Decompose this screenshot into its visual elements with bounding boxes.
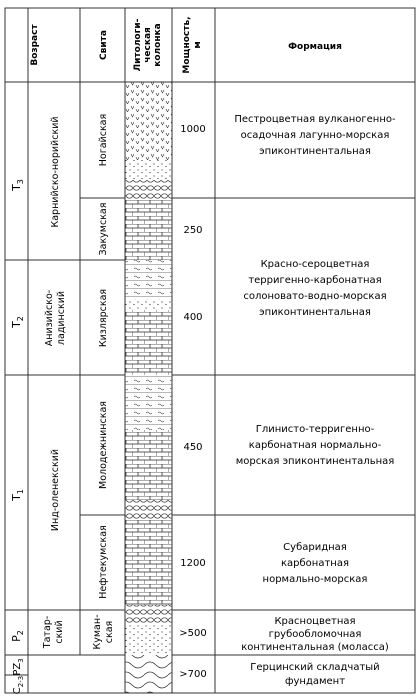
thickness-value: 250 (183, 225, 203, 236)
stage-anisian-ladinian-1: Анизийско- (44, 289, 55, 347)
table-grid (5, 8, 415, 693)
stage-carnian-norian: Карнийско-норийский (50, 116, 61, 228)
thickness-value: 1000 (180, 124, 206, 135)
suite-kuman-1: Куман- (92, 614, 103, 650)
formation-text: Глинисто-терригенно-карбонатная нормально-морская эпиконтинентальная (235, 424, 395, 467)
stage-anisian-ladinian-2: ладинский (56, 290, 67, 346)
header-age: Возраст (30, 24, 40, 66)
header-suite: Свита (99, 30, 109, 60)
suite-kizlyar: Кизлярская (98, 288, 109, 348)
suite-neftekum: Нефтекумская (98, 525, 109, 599)
formation-text: Пестроцветная вулканогенно-осадочная лагунно-морская эпиконтинентальная (234, 114, 396, 157)
header-thickness-2: м (193, 41, 203, 49)
suite-zakum: Закумская (98, 202, 109, 256)
thickness-value: >700 (179, 669, 207, 680)
system-column (10, 179, 25, 694)
system-pz3: $PZ_3$ (12, 658, 25, 676)
stage-induan-olenekian: Инд-оленекский (50, 448, 61, 532)
system-p2: $P_2$ (10, 630, 25, 642)
formation-text: Герцинский складчатый фундамент (250, 662, 380, 687)
header-formation: Формация (288, 42, 342, 52)
suite-nogai: Ногайская (98, 113, 109, 167)
thickness-value: >500 (179, 628, 207, 639)
system-t3: $T_3$ (10, 179, 25, 191)
thickness-value: 1200 (180, 558, 206, 569)
header-litho-1: Литологи- (133, 18, 143, 72)
litho-column (125, 82, 172, 693)
stage-column (42, 116, 67, 649)
stage-tatarian-1: Татар- (42, 615, 53, 649)
stage-tatarian-2: ский (54, 620, 65, 644)
suite-kuman-2: ская (104, 620, 115, 644)
formation-text: Красноцветная грубообломочная континентальная (моласса) (241, 616, 389, 653)
thickness-value: 450 (183, 442, 203, 453)
header-litho-3: колонка (153, 23, 163, 67)
system-t1: $T_1$ (10, 489, 25, 501)
formation-column (234, 114, 396, 687)
thickness-column (179, 124, 206, 680)
suite-column (92, 114, 115, 650)
header-litho-2: ческая (143, 27, 153, 63)
formation-text: Красно-сероцветная терригенно-карбонатная солоновато-водно-морская эпиконтинентальная (243, 259, 387, 318)
system-t2: $T_2$ (10, 316, 25, 328)
table-header (30, 16, 342, 73)
suite-molodezhnin: Молодежнинская (98, 401, 109, 489)
header-thickness-1: Мощность, (182, 16, 192, 74)
formation-text: Субаридная карбонатная нормально-морская (262, 542, 368, 585)
system-c23: $C_{2-3}$ (12, 675, 25, 695)
thickness-value: 400 (183, 312, 203, 323)
